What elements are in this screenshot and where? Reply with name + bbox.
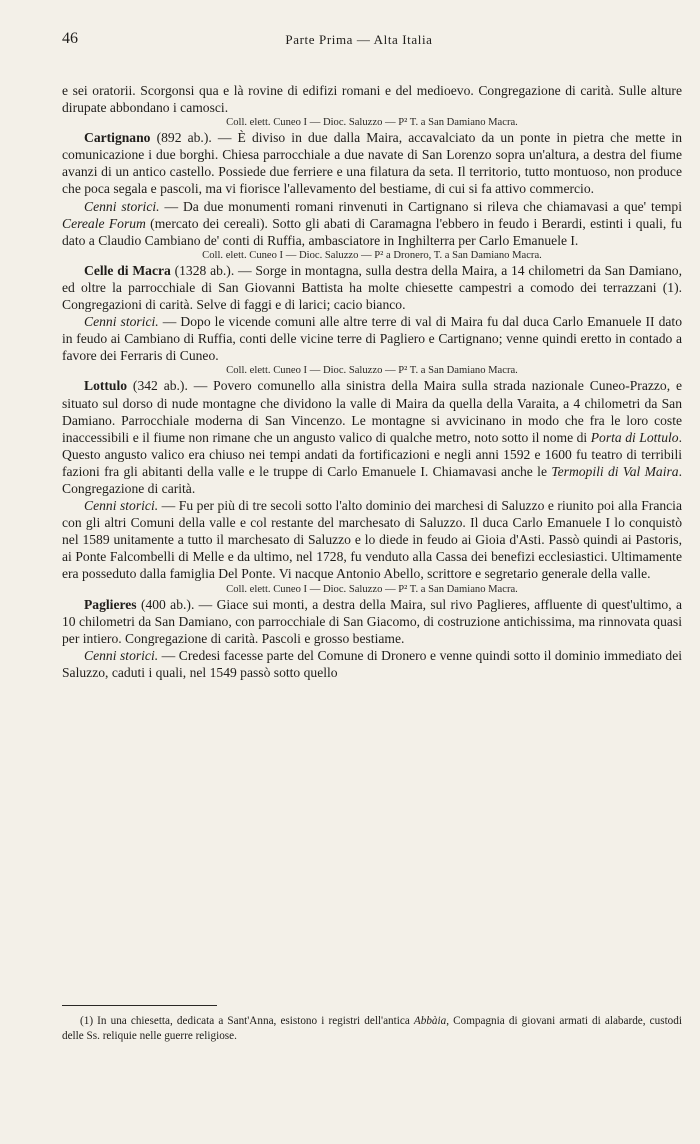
entry-cartignano: [62, 129, 682, 262]
page-header: [62, 30, 656, 54]
page-body: [62, 82, 682, 681]
entry-reference: Coll. elett. Cuneo I — Dioc. Saluzzo — P² T. a San Damiano Macra.: [226, 365, 518, 377]
cenni-storici-label: Cenni storici.: [84, 647, 159, 663]
intro-paragraph: e sei oratorii. Scorgonsi qua e là rovine di edifizi romani e del medioevo. Congregazione di carità. Sulle alture dirupate abbondano i camosci.: [62, 83, 682, 116]
cenni-storici-label: Cenni storici.: [84, 314, 159, 330]
entry-history: [62, 497, 682, 582]
history-italic: Cereale Forum: [62, 215, 146, 231]
description-italic: Termopili di Val Maira: [551, 463, 679, 479]
cenni-storici-label: Cenni storici.: [84, 198, 160, 214]
footnote-italic: Abbàia: [413, 1015, 447, 1027]
history-text: (mercato dei cereali). Sotto gli abati di Caramagna l'ebbero in feudo i Berardi, estinti i quali, fu dato a Claudio Cambiano de' conti di Ruffia, ambasciatore in Inghilterra per Carlo Emanuele I.: [62, 215, 682, 248]
footnote: [62, 1014, 682, 1044]
history-text: — Fu per più di tre secoli sotto l'alto dominio dei marchesi di Saluzzo e riunito poi alla Francia con gli altri Comuni della valle e col restante del marchesato di Saluzzo. Il duca Carlo Emanuele I lo conquistò nel 1589 unitamente a tutto il marchesato di Saluzzo e lo diede in feudo ai Gioia d'Asti. Passò quindi ai Pastoris, ai Ponte Falcombelli di Melle e da ultimo, nel 1728, fu venduto alla Cassa dei benefizi ecclesiastici. Ultimamente era posseduto dalla famiglia Del Ponte. Vi nacque Antonio Abello, scrittore e segretario generale della valle.: [62, 498, 682, 582]
description-italic: Porta di Lottulo: [590, 429, 679, 445]
footnote-text: (1) In una chiesetta, dedicata a Sant'Anna, esistono i registri dell'antica: [80, 1015, 414, 1027]
entry-paglieres: [62, 596, 682, 681]
entry-description-text: . Congregazione di carità.: [62, 463, 683, 496]
entry-name: Lottulo: [84, 378, 128, 394]
history-text: — Da due monumenti romani rinvenuti in Cartignano si rileva che chiamavasi a que' tempi: [159, 198, 683, 214]
entry-description: [62, 377, 682, 497]
footnote-divider: [62, 1005, 217, 1006]
entry-description: [62, 262, 682, 313]
entry-description-text: (342 ab.). — Povero comunello alla sinistra della Maira sulla strada nazionale Cuneo-Prazzo, e situato sul dorso di nude montagne che dividono la valle di Maira da quella della Varaita, a 4 chilometri da San Damiano. Parrocchiale moderna di San Vincenzo. Le montagne si avvicinano in modo che fra le loro coste inaccessibili e il fiume non rimane che un angusto valico di qualche metro, noto sotto il nome di: [62, 378, 682, 445]
entry-lottulo: [62, 377, 682, 595]
entry-description: [62, 596, 682, 647]
footnote-text: , Compagnia di giovani armati di alabarde, custodi delle Ss. reliquie nelle guerre religiose.: [62, 1015, 682, 1042]
entry-description-text: (1328 ab.). — Sorge in montagna, sulla destra della Maira, a 14 chilometri da San Damiano, ed oltre la parrocchiale di San Giovanni Battista ha molte chiesette campestri a comodo dei terrazzani (1). Congregazioni di carità. Selve di faggi e di larici; cacio bianco.: [62, 262, 682, 313]
entry-reference: Coll. elett. Cuneo I — Dioc. Saluzzo — P² a Dronero, T. a San Damiano Macra.: [202, 249, 542, 261]
entry-description: [62, 129, 682, 197]
footnote-area: [62, 1005, 682, 1044]
page-number: 46: [62, 30, 78, 47]
entry-history: [62, 313, 682, 364]
entry-name: Cartignano: [84, 130, 151, 146]
entry-name: Celle di Macra: [84, 262, 171, 278]
running-title: Parte Prima — Alta Italia: [285, 32, 433, 47]
entry-reference: Coll. elett. Cuneo I — Dioc. Saluzzo — P² T. a San Damiano Macra.: [226, 583, 518, 595]
entry-history: [62, 647, 682, 681]
entry-history: [62, 198, 682, 249]
entry-name: Paglieres: [84, 596, 137, 612]
intro-reference: Coll. elett. Cuneo I — Dioc. Saluzzo — P² T. a San Damiano Macra.: [226, 117, 518, 129]
entry-celle-di-macra: [62, 262, 682, 378]
history-text: — Dopo le vicende comuni alle altre terre di val di Maira fu dal duca Carlo Emanuele II dato in feudo ai Cambiano di Ruffia, conti delle vicine terre di Pagliero e Cartignano; venne quindi eretto in contado a favore dei Ferraris di Cuneo.: [62, 314, 683, 364]
entry-description-text: (400 ab.). — Giace sui monti, a destra della Maira, sul rivo Paglieres, affluente di quest'ultimo, a 10 chilometri da San Damiano, con parrocchiale di San Giacomo, di costruzione antichissima, ma rinnovata quasi per intiero. Congregazione di carità. Pascoli e grosso bestiame.: [62, 596, 682, 646]
entry-description-text: (892 ab.). — È diviso in due dalla Maira, accavalciato da un ponte in pietra che mette in comunicazione i due borghi. Chiesa parrocchiale a due navate di San Lorenzo sopra un'altura, a destra del fiume avanzi di un antico castello. Possiede due ferriere e una filatura da seta. Il territorio, tutto montuoso, non produce che poca segala e pascoli, ma vi fiorisce l'allevamento del bestiame, di cui si fa attivo commercio.: [62, 130, 682, 197]
entry-description-text: . Questo angusto valico era chiuso nei tempi andati da fortificazioni e negli anni 1592 e 1600 fu teatro di terribili fazioni fra gli abitanti della valle e le truppe di Carlo Emanuele I. Chiamavasi anche le: [62, 429, 682, 479]
history-text: — Credesi facesse parte del Comune di Dronero e venne quindi sotto il dominio immediato dei Saluzzo, caduti i quali, nel 1549 passò sotto quello: [62, 647, 683, 680]
cenni-storici-label: Cenni storici.: [84, 498, 159, 514]
